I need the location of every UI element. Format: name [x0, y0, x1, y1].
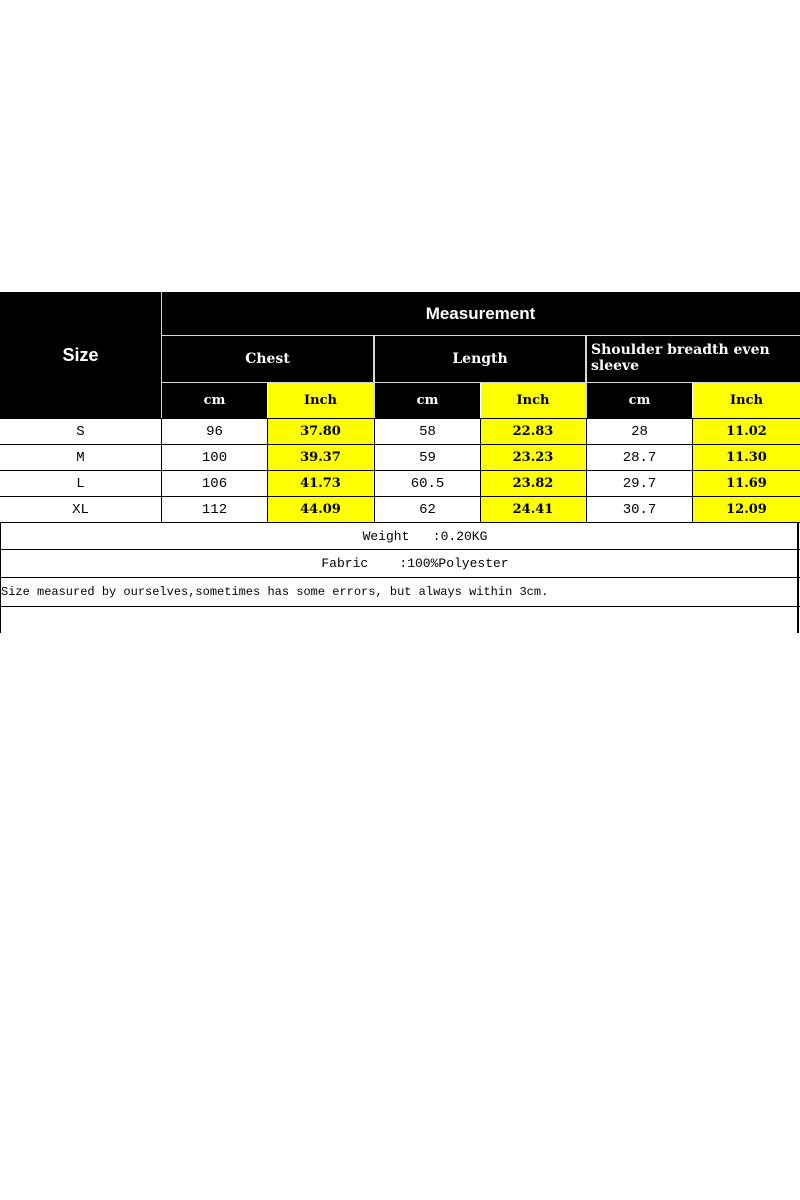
unit-header-shoulder-cm: cm — [587, 383, 692, 418]
group-header-length: Length — [375, 336, 585, 382]
value-cell-shoulder-inch: 11.02 — [693, 419, 800, 444]
measurement-header: Measurement — [161, 292, 800, 336]
column-border — [692, 418, 693, 523]
value-cell-shoulder-cm: 29.7 — [587, 471, 692, 496]
header-divider — [161, 292, 162, 418]
value-cell-chest-cm: 100 — [162, 445, 267, 470]
size-column-header: Size — [0, 292, 161, 418]
value-cell-length-inch: 24.41 — [481, 497, 585, 522]
unit-header-shoulder-inch: Inch — [693, 383, 800, 418]
value-cell-shoulder-inch: 12.09 — [693, 497, 800, 522]
value-cell-chest-cm: 106 — [162, 471, 267, 496]
value-cell-chest-inch: 37.80 — [268, 419, 373, 444]
column-border — [161, 418, 162, 523]
size-note-row: Size measured by ourselves,sometimes has some errors, but always within 3cm. — [0, 578, 800, 606]
unit-header-length-inch: Inch — [481, 383, 585, 418]
size-cell: S — [0, 419, 161, 444]
column-border — [480, 418, 481, 523]
value-cell-length-inch: 23.23 — [481, 445, 585, 470]
border-line — [0, 549, 800, 550]
header-divider — [161, 335, 800, 336]
value-cell-chest-cm: 112 — [162, 497, 267, 522]
value-cell-chest-inch: 44.09 — [268, 497, 373, 522]
column-border — [267, 418, 268, 523]
value-cell-length-cm: 58 — [375, 419, 480, 444]
value-cell-chest-inch: 39.37 — [268, 445, 373, 470]
group-header-chest: Chest — [162, 336, 373, 382]
size-cell: L — [0, 471, 161, 496]
column-border — [586, 418, 587, 523]
value-cell-length-cm: 62 — [375, 497, 480, 522]
value-cell-shoulder-cm: 28.7 — [587, 445, 692, 470]
weight-row: Weight :0.20KG — [0, 523, 800, 549]
group-header-shoulder: Shoulder breadth even sleeve — [587, 336, 800, 382]
value-cell-shoulder-cm: 28 — [587, 419, 692, 444]
value-cell-length-inch: 22.83 — [481, 419, 585, 444]
column-border — [374, 418, 375, 523]
value-cell-length-inch: 23.82 — [481, 471, 585, 496]
size-cell: M — [0, 445, 161, 470]
value-cell-length-cm: 60.5 — [375, 471, 480, 496]
border-line — [0, 577, 800, 578]
value-cell-shoulder-inch: 11.69 — [693, 471, 800, 496]
value-cell-chest-inch: 41.73 — [268, 471, 373, 496]
value-cell-length-cm: 59 — [375, 445, 480, 470]
row-border — [0, 522, 800, 523]
value-cell-shoulder-cm: 30.7 — [587, 497, 692, 522]
size-cell: XL — [0, 497, 161, 522]
row-border — [0, 418, 800, 419]
header-divider — [585, 336, 587, 418]
unit-header-chest-inch: Inch — [268, 383, 373, 418]
border-line — [0, 606, 800, 607]
unit-header-length-cm: cm — [375, 383, 480, 418]
header-divider — [373, 336, 375, 418]
fabric-row: Fabric :100%Polyester — [0, 550, 800, 576]
unit-header-chest-cm: cm — [162, 383, 267, 418]
value-cell-shoulder-inch: 11.30 — [693, 445, 800, 470]
header-divider — [161, 382, 800, 383]
value-cell-chest-cm: 96 — [162, 419, 267, 444]
